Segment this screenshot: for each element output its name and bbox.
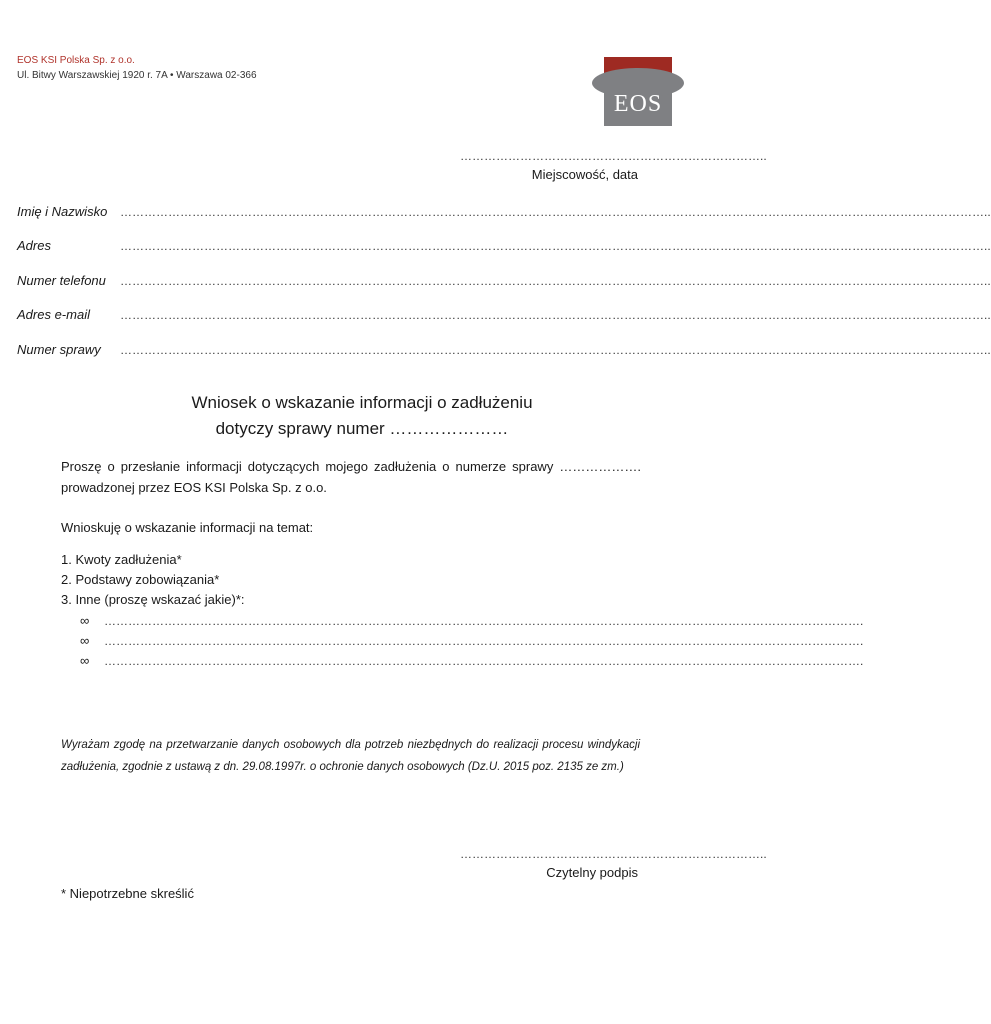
document-title: Wniosek o wskazanie informacji o zadłużeniu [191, 393, 533, 412]
footnote: * Niepotrzebne skreślić [61, 886, 194, 901]
infinity-bullet-icon: ∞ [80, 653, 90, 668]
infinity-bullet-icon: ∞ [80, 633, 90, 648]
field-label-phone: Numer telefonu [17, 273, 106, 288]
field-line-case-number: ……………………………………………………………………………………………………………………………………………………………………………………………….. [120, 343, 991, 357]
field-line-email: ……………………………………………………………………………………………………………………………………………………………………………………………….. [120, 308, 991, 322]
other-line-2: ………………………………………………………………………………………………………………………………………………………………………. [104, 634, 864, 648]
topic-intro: Wnioskuję o wskazanie informacji na temat: [61, 520, 314, 535]
topic-item-other: 3. Inne (proszę wskazać jakie)*: [61, 592, 245, 607]
field-line-phone: ……………………………………………………………………………………………………………………………………………………………………………………………….. [120, 274, 991, 288]
request-text-line2: prowadzonej przez EOS KSI Polska Sp. z o.o. [61, 480, 327, 495]
field-line-name: ……………………………………………………………………………………………………………………………………………………………………………………………….. [120, 205, 991, 219]
infinity-bullet-icon: ∞ [80, 613, 90, 628]
company-address: Ul. Bitwy Warszawskiej 1920 r. 7A • Warszawa 02-366 [17, 70, 257, 81]
signature-label: Czytelny podpis [546, 865, 638, 880]
request-text-line1: Proszę o przesłanie informacji dotyczących mojego zadłużenia o numerze sprawy ………………. [61, 459, 641, 474]
consent-statement: Wyrażam zgodę na przetwarzanie danych osobowych dla potrzeb niezbędnych do realizacji procesu windykacji zadłużenia, zgodnie z ustawą z dn. 29.08.1997r. o ochronie danych osobowych (Dz.U. 2015 poz. 2135 ze zm.) [61, 739, 640, 773]
document-subtitle: dotyczy sprawy numer ………………… [215, 419, 509, 438]
other-line-1: ………………………………………………………………………………………………………………………………………………………………………. [104, 614, 864, 628]
place-date-line: ………………………………………………………………….. [460, 149, 767, 163]
logo-text: EOS [613, 91, 663, 117]
topic-item-basis: 2. Podstawy zobowiązania* [61, 572, 220, 587]
eos-logo [604, 57, 672, 126]
field-line-address: ……………………………………………………………………………………………………………………………………………………………………………………………….. [120, 239, 991, 253]
field-label-case-number: Numer sprawy [17, 342, 101, 357]
field-label-email: Adres e-mail [17, 307, 90, 322]
signature-line: ………………………………………………………………….. [460, 847, 767, 861]
place-date-label: Miejscowość, data [531, 167, 638, 182]
other-line-3: ………………………………………………………………………………………………………………………………………………………………………. [104, 654, 864, 668]
field-label-address: Adres [17, 238, 51, 253]
topic-item-amount: 1. Kwoty zadłużenia* [61, 552, 182, 567]
company-name: EOS KSI Polska Sp. z o.o. [17, 55, 135, 66]
field-label-name: Imię i Nazwisko [17, 204, 108, 219]
